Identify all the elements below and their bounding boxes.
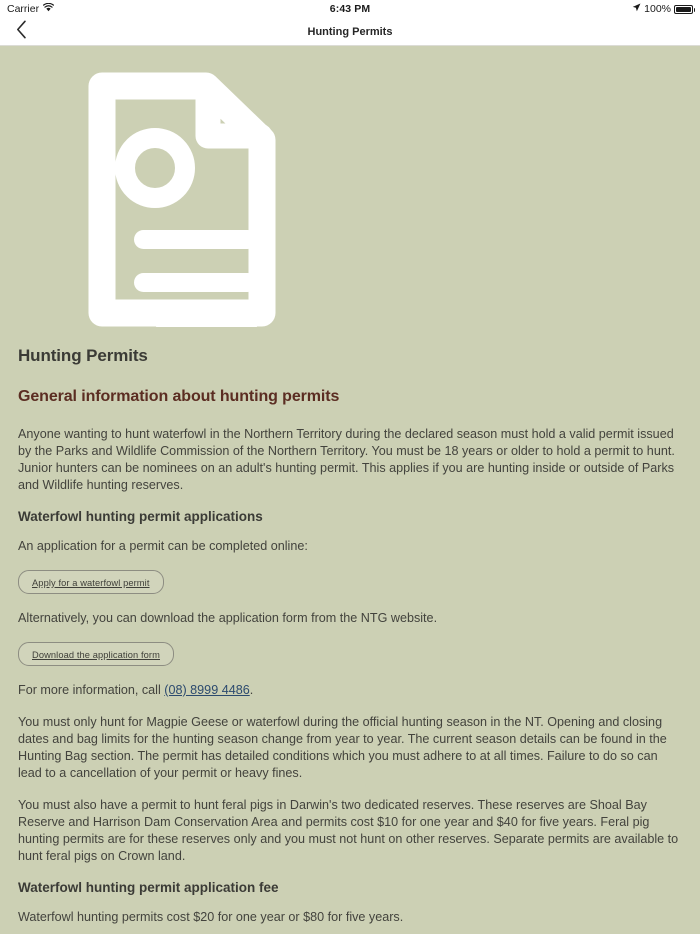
article-body — [0, 346, 700, 934]
paragraph-intro: Anyone wanting to hunt waterfowl in the Northern Territory during the declared season must hold a valid permit issued by the Parks and Wildlife Commission of the Northern Territory. You must be 18 years or older to hold a permit to hunt. Junior hunters can be nominees on an adult's hunting permit. This applies if you are hunting inside or outside of Parks and Wildlife hunting reserves. — [18, 427, 675, 492]
apply-for-waterfowl-permit-button[interactable] — [18, 570, 164, 594]
section-heading-applications: Waterfowl hunting permit applications — [18, 509, 263, 524]
battery-full-icon — [674, 5, 693, 14]
status-bar-left — [7, 3, 54, 15]
hero-illustration — [0, 46, 700, 346]
article-heading-1: Hunting Permits — [18, 346, 148, 365]
status-bar-right — [632, 3, 693, 15]
back-button[interactable] — [6, 18, 36, 45]
page-title: Hunting Permits — [307, 25, 393, 38]
status-bar-time: 6:43 PM — [329, 3, 371, 15]
paragraph-feral-pigs: You must also have a permit to hunt feral pigs in Darwin's two dedicated reserves. These reserves are Shoal Bay Reserve and Harrison Dam Conservation Area and permits cost $10 for one year and $40 for five years. Feral pig hunting permits are for these reserves only and you must not hunt on other reserves. Separate permits are available to hunt feral pigs on Crown land. — [18, 798, 679, 863]
contact-prefix-text: For more information, call — [18, 683, 165, 697]
wifi-icon — [43, 3, 54, 15]
chevron-left-icon — [16, 20, 27, 44]
content-scroll-area[interactable] — [0, 46, 700, 934]
paragraph-hunting-season: You must only hunt for Magpie Geese or waterfowl during the official hunting season in the NT. Opening and closing dates and bag limits for the hunting season change from year to year. The current season details can be found in the Hunting Bag section. The permit has detailed conditions which you must adhere to at all times. Failure to do so can lead to a cancellation of your permit or heavy fines. — [18, 715, 667, 780]
phone-number-link[interactable]: (08) 8999 4486 — [164, 683, 250, 697]
status-bar — [0, 0, 700, 18]
battery-percent-label: 100% — [644, 3, 671, 15]
carrier-label: Carrier — [7, 3, 40, 15]
navigation-bar — [0, 18, 700, 46]
section-heading-general-info: General information about hunting permits — [18, 388, 340, 405]
location-arrow-icon — [632, 3, 641, 15]
download-application-form-button[interactable] — [18, 642, 174, 666]
download-button-label: Download the application form — [32, 650, 160, 660]
paragraph-fee: Waterfowl hunting permits cost $20 for one year or $80 for five years. — [18, 910, 404, 924]
document-permit-icon — [88, 72, 276, 332]
section-heading-application-fee: Waterfowl hunting permit application fee — [18, 880, 279, 895]
paragraph-online-application: An application for a permit can be completed online: — [18, 539, 308, 553]
paragraph-contact — [18, 682, 682, 699]
paragraph-alternatively: Alternatively, you can download the application form from the NTG website. — [18, 611, 438, 625]
apply-button-label: Apply for a waterfowl permit — [32, 578, 150, 588]
contact-suffix-text: . — [249, 683, 254, 697]
